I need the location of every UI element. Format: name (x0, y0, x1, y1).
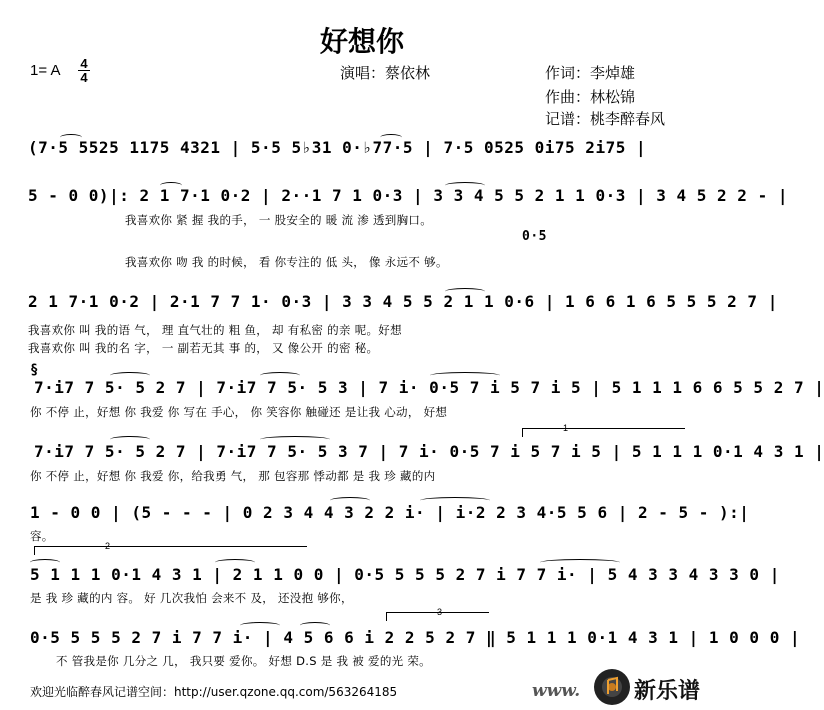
segno-sign: § (30, 362, 39, 378)
score-row-2: 5 - 0 0)|: 2 1 7·1 0·2 | 2··1 7 1 0·3 | 3 3 4 5 5 2 1 1 0·3 | 3 4 5 2 2 - | (28, 186, 788, 205)
footer-website-text: 欢迎光临醉春风记谱空间：http://user.qzone.qq.com/563264185 (30, 685, 398, 699)
site-logo-text: 新乐谱 (634, 679, 701, 704)
score-row-4: 7·i7 7 5· 5 2 7 | 7·i7 7 5· 5 3 | 7 i· 0·5 7 i 5 7 i 5 | 5 1 1 1 6 6 5 5 2 7 | (34, 378, 824, 397)
lyric-row-2-verse-2: 我喜欢你 吻 我 的时候， 看 你专注的 低 头， 像 永远不 够。 (125, 255, 448, 269)
lyric-row-2-verse-1: 我喜欢你 紧 握 我的手， 一 股安全的 暖 流 渗 透到胸口。 (125, 213, 432, 227)
lyric-row-8: 不 管我是你 几分之 几， 我只要 爱你。 好想 D.S 是 我 被 爱的光 荣。 (56, 654, 431, 668)
footer-www-watermark: www. (532, 681, 581, 701)
time-signature (78, 58, 90, 83)
time-signature-bottom: 4 (80, 70, 88, 85)
lyric-row-3-verse-2: 我喜欢你 叫 我的名 字， 一 副若无其 事 的， 又 像公开 的密 秘。 (28, 341, 379, 355)
singer-credit: 演唱：蔡依林 (340, 64, 431, 82)
score-row-8: 0·5 5 5 5 2 7 i 7 7 i· | 4 5 6 6 i 2 2 5 2 7 ‖ 5 1 1 1 0·1 4 3 1 | 1 0 0 0 | (30, 628, 801, 647)
score-row-1: (7·5 5525 1175 4321 | 5·5 5♭31 0·♭77·5 | 7·5 0525 0i75 2i75 | (28, 138, 647, 157)
lyric-row-4: 你 不停 止，好想 你 我爱 你 写在 手心， 你 笑容你 触碰还 是让我 心动， 好想 (30, 405, 448, 419)
score-row-5: 7·i7 7 5· 5 2 7 | 7·i7 7 5· 5 3 7 | 7 i· 0·5 7 i 5 7 i 5 | 5 1 1 1 0·1 4 3 1 | (34, 442, 824, 461)
score-row-7: 5 1 1 1 0·1 4 3 1 | 2 1 1 0 0 | 0·5 5 5 5 2 7 i 7 7 i· | 5 4 3 3 4 3 3 0 | (30, 565, 780, 584)
score-row-6: 1 - 0 0 | (5 - - - | 0 2 3 4 4 3 2 2 i· | i·2 2 3 4·5 5 6 | 2 - 5 - ):| (30, 503, 750, 522)
time-signature-top: 4 (80, 56, 88, 71)
lyric-row-7: 是 我 珍 藏的内 容。 好 几次我怕 会来不 及， 还没抱 够你， (30, 591, 353, 605)
key-signature: 1= A (30, 62, 61, 79)
song-title: 好想你 (319, 25, 404, 58)
transcriber-credit: 记谱：桃李醉春风 (545, 110, 666, 128)
lyricist-credit: 作词：李焯雄 (545, 64, 636, 82)
composer-credit: 作曲：林松锦 (545, 88, 636, 106)
lyric-row-6: 容。 (30, 529, 54, 543)
alt-note-segment: 0·5 (522, 229, 547, 244)
lyric-row-5: 你 不停 止，好想 你 我爱 你，给我勇 气， 那 包容那 悸动都 是 我 珍 藏的内 (30, 469, 436, 483)
lyric-row-3-verse-1: 我喜欢你 叫 我的语 气， 理 直气壮的 粗 鱼， 却 有私密 的亲 呢。好想 (28, 323, 402, 337)
score-row-3: 2 1 7·1 0·2 | 2·1 7 7 1· 0·3 | 3 3 4 5 5 2 1 1 0·6 | 1 6 6 1 6 5 5 5 2 7 | (28, 292, 778, 311)
